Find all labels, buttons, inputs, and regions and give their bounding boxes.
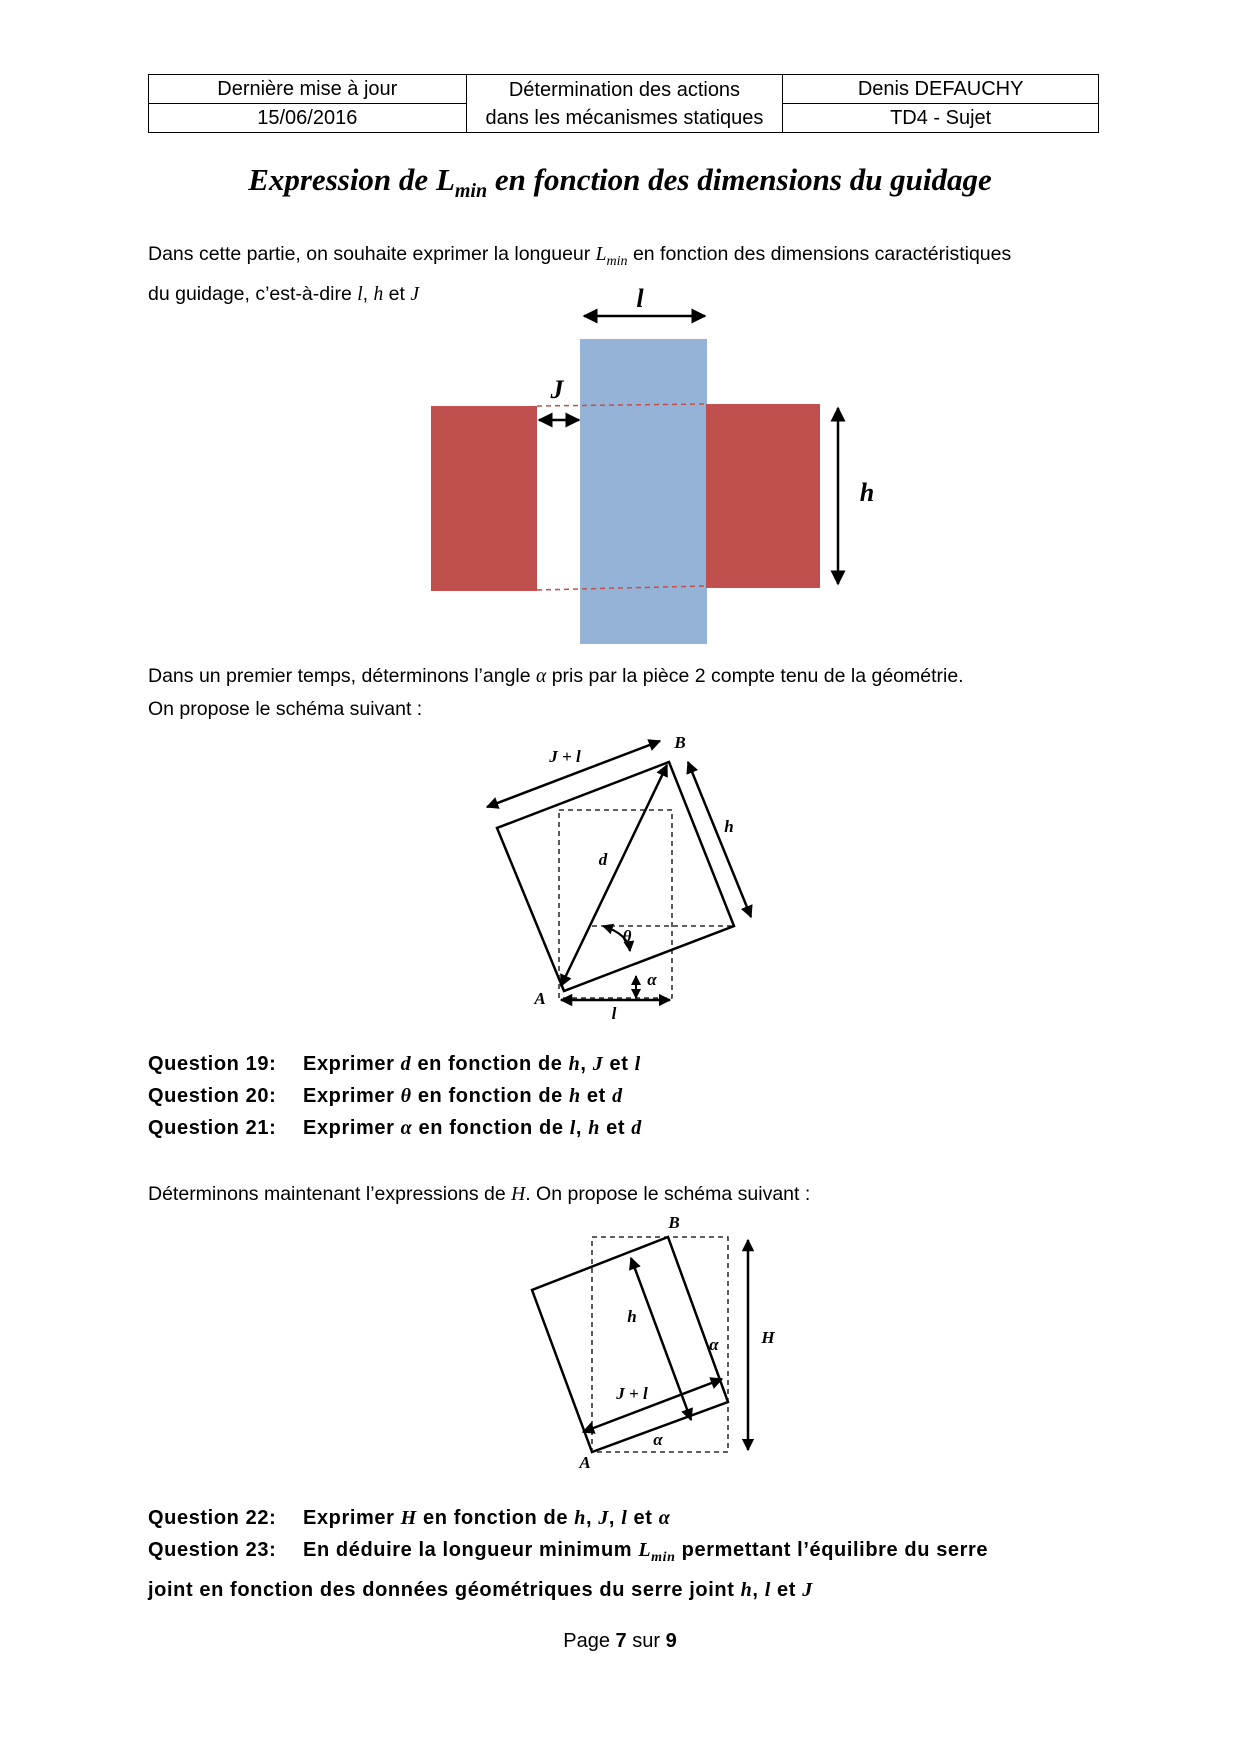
H-paragraph: Déterminons maintenant l’expressions de H. On propose le schéma suivant :: [148, 1183, 811, 1205]
tilted-rectangle: [532, 1237, 728, 1452]
B-label: B: [674, 733, 686, 752]
question-23: Question 23: En déduire la longueur minimum $L_{min}$ permettant l’équilibre du serre joint en fonction des données géométriques du serre joint h, l et J: [148, 1539, 989, 1601]
l-label: l: [611, 1004, 617, 1023]
document-title-line1: Détermination des actions: [508, 78, 741, 101]
title-symbol: L: [435, 162, 455, 197]
section-title: Expression de $L_{min}$ en fonction des dimensions du guidage: [248, 162, 992, 203]
page-footer: Page 7 sur 9: [563, 1630, 677, 1652]
alpha-bottom-label: α: [653, 1430, 663, 1449]
h-label: h: [859, 478, 875, 507]
J-label: J: [550, 375, 564, 404]
document-title-line2: dans les mécanismes statiques: [485, 106, 764, 129]
Jl-label: J + l: [549, 747, 581, 766]
Jl-arrow: [583, 1379, 722, 1432]
doc-ref: TD4 - Sujet: [783, 104, 1099, 133]
question-22: Question 22: Exprimer H en fonction de h, J, l et α: [148, 1507, 671, 1529]
alpha-right-label: α: [709, 1335, 719, 1354]
h-label: h: [724, 817, 734, 836]
update-date: 15/06/2016: [149, 104, 467, 133]
theta-label: θ: [622, 927, 632, 946]
h-label: h: [627, 1307, 637, 1326]
question-20: Question 20: Exprimer θ en fonction de h et d: [148, 1085, 623, 1107]
question-19: Question 19: Exprimer d en fonction de h, J et l: [148, 1053, 641, 1075]
author: Denis DEFAUCHY: [783, 75, 1099, 104]
intro-paragraph: Dans cette partie, on souhaite exprimer la longueur $L_{min}$ en fonction des dimensions caractéristiques du guidage, c’est-à-dire l, h et J: [148, 243, 1012, 305]
A-label: A: [534, 989, 546, 1008]
B-label: B: [668, 1213, 680, 1232]
question-list-b: [148, 1502, 1108, 1606]
alpha-paragraph: Dans un premier temps, déterminons l’angle α pris par la pièce 2 compte tenu de la géométrie. On propose le schéma suivant :: [148, 665, 964, 720]
H-label: H: [761, 1328, 775, 1347]
d-label: d: [598, 850, 608, 869]
l-label: l: [636, 284, 644, 313]
A-label: A: [579, 1453, 591, 1472]
page-total: 9: [665, 1630, 677, 1652]
question-21: Question 21: Exprimer α en fonction de l, h et d: [148, 1117, 642, 1139]
page-number: 7: [615, 1630, 627, 1652]
Jl-label: J + l: [616, 1384, 648, 1403]
alpha-label: α: [647, 970, 657, 989]
update-label: Dernière mise à jour: [149, 75, 467, 104]
